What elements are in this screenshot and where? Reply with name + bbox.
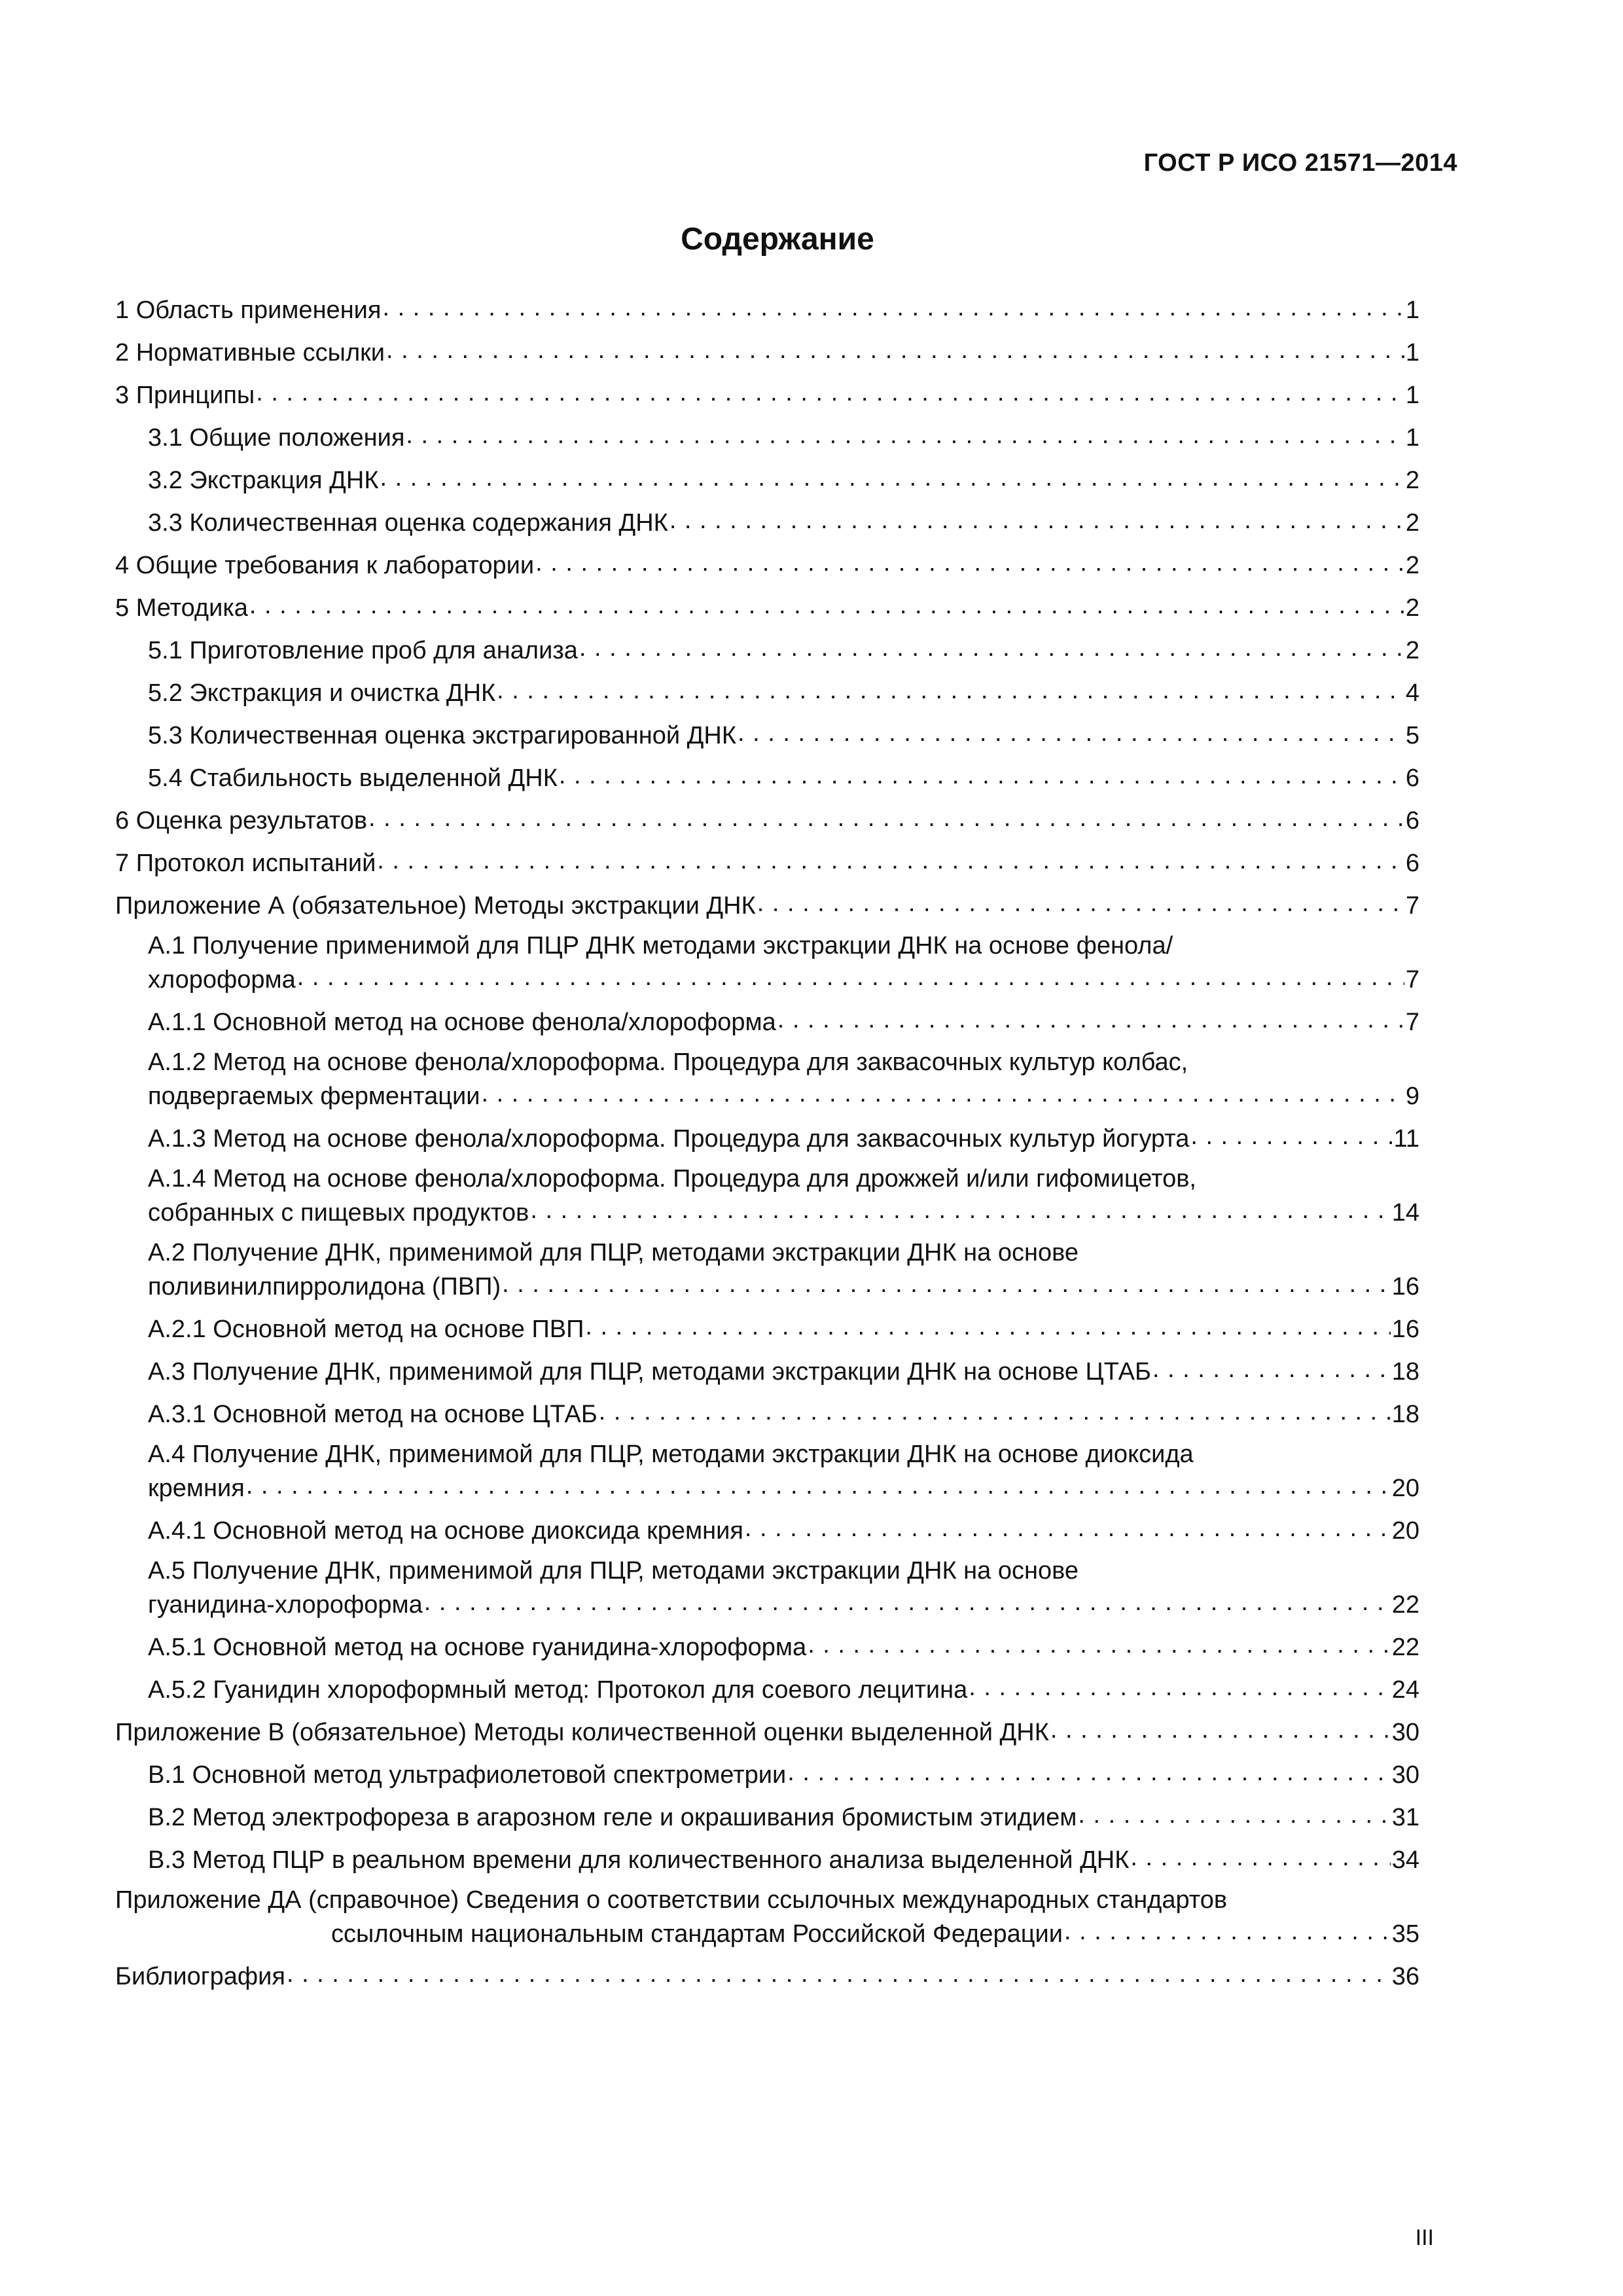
toc-entry-text: 2 Нормативные ссылки bbox=[115, 339, 385, 367]
toc-entry-text: Приложение В (обязательное) Методы количественной оценки выделенной ДНК bbox=[115, 1719, 1049, 1746]
toc-entry[interactable] bbox=[115, 930, 1419, 996]
toc-page-number: 6 bbox=[1405, 764, 1419, 792]
toc-page-number: 7 bbox=[1405, 1009, 1419, 1036]
document-code-header: ГОСТ Р ИСО 21571—2014 bbox=[1143, 149, 1457, 177]
toc-entry[interactable] bbox=[115, 292, 1419, 326]
dot-leader bbox=[377, 845, 1404, 871]
dot-leader bbox=[969, 1672, 1390, 1698]
toc-entry[interactable] bbox=[115, 334, 1419, 368]
toc-page-number: 22 bbox=[1391, 1591, 1419, 1619]
toc-entry-text: собранных с пищевых продуктов bbox=[148, 1199, 529, 1227]
toc-entry-text: А.4.1 Основной метод на основе диоксида кремния bbox=[148, 1517, 743, 1545]
dot-leader bbox=[256, 377, 1404, 403]
dot-leader bbox=[297, 961, 1404, 988]
dot-leader bbox=[481, 1078, 1404, 1104]
toc-entry[interactable] bbox=[115, 547, 1419, 581]
toc-entry[interactable] bbox=[115, 1799, 1419, 1833]
toc-page-number: 2 bbox=[1405, 509, 1419, 537]
toc-page-number: 31 bbox=[1391, 1804, 1419, 1831]
toc-entry-text: кремния bbox=[148, 1475, 245, 1502]
dot-leader bbox=[287, 1958, 1391, 1984]
toc-page-number: 1 bbox=[1405, 424, 1419, 452]
toc-entry-text: 5.1 Приготовление проб для анализа bbox=[148, 637, 578, 664]
toc-entry[interactable] bbox=[115, 1714, 1419, 1748]
toc-page-number: 16 bbox=[1391, 1273, 1419, 1300]
dot-leader bbox=[424, 1587, 1391, 1613]
toc-page-number: 2 bbox=[1405, 552, 1419, 579]
toc-entry-text: подвергаемых ферментации bbox=[148, 1083, 480, 1110]
toc-entry[interactable] bbox=[115, 1629, 1419, 1663]
toc-entry[interactable] bbox=[115, 1121, 1419, 1155]
toc-entry-text: 3 Принципы bbox=[115, 382, 255, 409]
toc-page-number: 35 bbox=[1391, 1920, 1419, 1948]
toc-entry[interactable] bbox=[115, 1396, 1419, 1430]
dot-leader bbox=[757, 888, 1404, 914]
toc-entry[interactable] bbox=[115, 675, 1419, 709]
toc-entry-text: 5.2 Экстракция и очистка ДНК bbox=[148, 679, 496, 707]
dot-leader bbox=[1064, 1916, 1391, 1942]
dot-leader bbox=[1190, 1121, 1392, 1147]
dot-leader bbox=[599, 1396, 1391, 1422]
dot-leader bbox=[502, 1268, 1391, 1295]
dot-leader bbox=[380, 462, 1404, 488]
toc-entry-text: 3.3 Количественная оценка содержания ДНК bbox=[148, 509, 668, 537]
toc-entry-text: А.5.2 Гуанидин хлороформный метод: Протокол для соевого лецитина bbox=[148, 1676, 968, 1704]
toc-entry-text: А.5.1 Основной метод на основе гуанидина-хлороформа bbox=[148, 1634, 807, 1661]
dot-leader bbox=[585, 1311, 1390, 1337]
dot-leader bbox=[808, 1629, 1391, 1655]
toc-page-number: 30 bbox=[1391, 1719, 1419, 1746]
dot-leader bbox=[787, 1757, 1390, 1783]
toc-entry-text: 7 Протокол испытаний bbox=[115, 850, 376, 877]
toc-entry[interactable] bbox=[115, 590, 1419, 624]
toc-entry[interactable] bbox=[115, 1513, 1419, 1547]
dot-leader bbox=[535, 547, 1404, 573]
toc-entry-text: А.1.2 Метод на основе фенола/хлороформа. Процедура для заквасочных культур колбас, bbox=[148, 1049, 1188, 1076]
toc-entry-text: гуанидина-хлороформа bbox=[148, 1591, 423, 1619]
dot-leader bbox=[1078, 1799, 1390, 1825]
toc-title: Содержание bbox=[681, 222, 874, 257]
toc-page-number: 2 bbox=[1405, 467, 1419, 494]
dot-leader bbox=[738, 717, 1404, 744]
toc-entry-text: 1 Область применения bbox=[115, 296, 382, 324]
toc-entry-text: А.1.4 Метод на основе фенола/хлороформа. Процедура для дрожжей и/или гифомицетов, bbox=[148, 1165, 1196, 1193]
dot-leader bbox=[386, 334, 1404, 361]
toc-entry[interactable] bbox=[115, 1163, 1419, 1229]
toc-entry-text: В.3 Метод ПЦР в реальном времени для количественного анализа выделенной ДНК bbox=[148, 1846, 1130, 1874]
toc-entry[interactable] bbox=[115, 1672, 1419, 1706]
toc-page-number: 18 bbox=[1391, 1401, 1419, 1428]
toc-page-number: 7 bbox=[1405, 892, 1419, 920]
toc-page-number: 1 bbox=[1405, 296, 1419, 324]
toc-entry-text: А.5 Получение ДНК, применимой для ПЦР, методами экстракции ДНК на основе bbox=[148, 1557, 1079, 1585]
toc-entry[interactable] bbox=[115, 717, 1419, 751]
toc-entry[interactable] bbox=[115, 802, 1419, 836]
toc-page-number: 7 bbox=[1405, 966, 1419, 994]
toc-entry-text: ссылочным национальным стандартам Российской Федерации bbox=[331, 1920, 1063, 1948]
toc-entry[interactable] bbox=[115, 1757, 1419, 1791]
toc-page-number: 36 bbox=[1391, 1963, 1419, 1990]
toc-page-number: 30 bbox=[1391, 1761, 1419, 1789]
dot-leader bbox=[530, 1194, 1390, 1221]
page-number-footer: III bbox=[1415, 2225, 1434, 2250]
dot-leader bbox=[559, 760, 1404, 786]
toc-page-number: 20 bbox=[1391, 1517, 1419, 1545]
toc-entry[interactable] bbox=[115, 1237, 1419, 1302]
toc-entry[interactable] bbox=[115, 845, 1419, 879]
toc-entry-text: А.1 Получение применимой для ПЦР ДНК методами экстракции ДНК на основе фенола/ bbox=[148, 932, 1173, 960]
toc-entry-text: А.2.1 Основной метод на основе ПВП bbox=[148, 1316, 584, 1343]
toc-entry[interactable] bbox=[115, 888, 1419, 922]
toc-entry-text: Приложение А (обязательное) Методы экстракции ДНК bbox=[115, 892, 756, 920]
toc-entry-text: 5.3 Количественная оценка экстрагированной ДНК bbox=[148, 722, 736, 749]
toc-page-number: 2 bbox=[1405, 594, 1419, 622]
toc-entry-text: В.1 Основной метод ультрафиолетовой спектрометрии bbox=[148, 1761, 787, 1789]
toc-entry[interactable] bbox=[115, 1555, 1419, 1621]
toc-entry-text: поливинилпирролидона (ПВП) bbox=[148, 1273, 501, 1300]
dot-leader bbox=[1130, 1842, 1390, 1868]
dot-leader bbox=[1152, 1354, 1391, 1380]
toc-entry[interactable] bbox=[115, 632, 1419, 666]
dot-leader bbox=[777, 1004, 1404, 1030]
dot-leader bbox=[669, 505, 1404, 531]
toc-page-number: 14 bbox=[1391, 1199, 1419, 1227]
toc-page-number: 2 bbox=[1405, 637, 1419, 664]
toc-entry[interactable] bbox=[115, 1354, 1419, 1388]
dot-leader bbox=[579, 632, 1404, 658]
dot-leader bbox=[1050, 1714, 1391, 1740]
toc-page-number: 6 bbox=[1405, 807, 1419, 834]
toc-page-number: 9 bbox=[1405, 1083, 1419, 1110]
toc-entry-text: Приложение ДА (справочное) Сведения о соответствии ссылочных международных стандартов bbox=[115, 1886, 1228, 1914]
toc-page-number: 22 bbox=[1391, 1634, 1419, 1661]
toc-page-number: 11 bbox=[1393, 1125, 1419, 1153]
dot-leader bbox=[382, 292, 1404, 318]
toc-entry[interactable] bbox=[115, 462, 1419, 496]
toc-entry-text: 4 Общие требования к лаборатории bbox=[115, 552, 535, 579]
toc-entry-text: 3.1 Общие положения bbox=[148, 424, 405, 452]
toc-entry[interactable] bbox=[115, 1439, 1419, 1504]
toc-entry[interactable] bbox=[115, 1884, 1419, 1950]
toc-page-number: 1 bbox=[1405, 382, 1419, 409]
toc-entry-text: А.2 Получение ДНК, применимой для ПЦР, методами экстракции ДНК на основе bbox=[148, 1239, 1079, 1266]
toc-entry[interactable] bbox=[115, 760, 1419, 794]
toc-entry[interactable] bbox=[115, 1047, 1419, 1112]
toc-entry-text: А.1.3 Метод на основе фенола/хлороформа. Процедура для заквасочных культур йогурта bbox=[148, 1125, 1190, 1153]
dot-leader bbox=[406, 420, 1404, 446]
toc-entry-text: А.4 Получение ДНК, применимой для ПЦР, методами экстракции ДНК на основе диоксида bbox=[148, 1441, 1194, 1468]
toc-entry-text: В.2 Метод электрофореза в агарозном геле и окрашивания бромистым этидием bbox=[148, 1804, 1077, 1831]
toc-entry[interactable] bbox=[115, 377, 1419, 411]
toc-page-number: 34 bbox=[1391, 1846, 1419, 1874]
toc-entry[interactable] bbox=[115, 1958, 1419, 1992]
toc-entry-text: А.3 Получение ДНК, применимой для ПЦР, методами экстракции ДНК на основе ЦТАБ bbox=[148, 1358, 1151, 1386]
dot-leader bbox=[497, 675, 1404, 701]
toc-page-number: 6 bbox=[1405, 850, 1419, 877]
toc-entry-text: 5.4 Стабильность выделенной ДНК bbox=[148, 764, 558, 792]
dot-leader bbox=[246, 1470, 1391, 1496]
toc-page-number: 5 bbox=[1405, 722, 1419, 749]
toc-page-number: 16 bbox=[1391, 1316, 1419, 1343]
dot-leader bbox=[249, 590, 1404, 616]
toc-entry-text: 3.2 Экстракция ДНК bbox=[148, 467, 379, 494]
dot-leader bbox=[745, 1513, 1391, 1539]
toc-entry-text: 6 Оценка результатов bbox=[115, 807, 368, 834]
toc-page-number: 24 bbox=[1391, 1676, 1419, 1704]
toc-page-number: 18 bbox=[1391, 1358, 1419, 1386]
toc-entry-text: хлороформа bbox=[148, 966, 296, 994]
toc-entry-text: А.3.1 Основной метод на основе ЦТАБ bbox=[148, 1401, 597, 1428]
toc-page-number: 4 bbox=[1405, 679, 1419, 707]
toc-entry[interactable] bbox=[115, 505, 1419, 539]
table-of-contents bbox=[115, 292, 1419, 2001]
toc-entry[interactable] bbox=[115, 1004, 1419, 1038]
toc-entry[interactable] bbox=[115, 1311, 1419, 1345]
toc-entry-text: Библиография bbox=[115, 1963, 285, 1990]
toc-page-number: 1 bbox=[1405, 339, 1419, 367]
dot-leader bbox=[368, 802, 1404, 829]
toc-entry-text: А.1.1 Основной метод на основе фенола/хлороформа bbox=[148, 1009, 776, 1036]
toc-page-number: 20 bbox=[1391, 1475, 1419, 1502]
toc-entry[interactable] bbox=[115, 420, 1419, 454]
toc-entry[interactable] bbox=[115, 1842, 1419, 1876]
toc-entry-text: 5 Методика bbox=[115, 594, 248, 622]
